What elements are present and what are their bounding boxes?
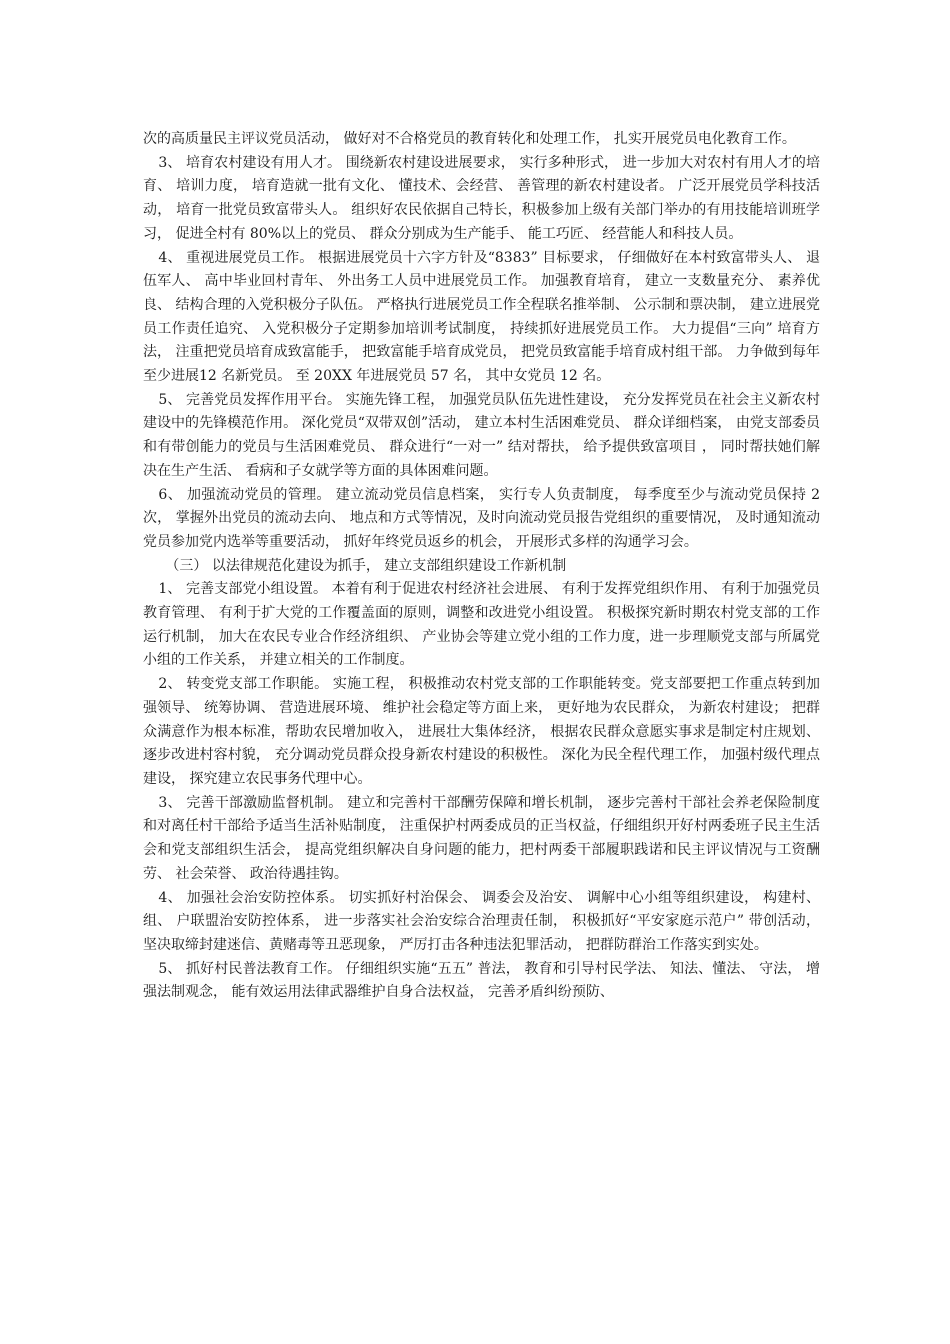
paragraph-item-3b: 3、 完善干部激励监督机制。 建立和完善村干部酬劳保障和增长机制， 逐步完善村干部社会养老保险制度和对离任村干部给予适当生活补贴制度， 注重保护村两委成员的正当权益，仔细组织开好村两委班子民主生活会和党支部组织生活会， 提高党组织解决自身问题的能力，把村两委干部履职践诺和民主评议情况与工资酬劳、 社会荣誉、 政治待遇挂钩。 [143, 794, 820, 882]
section-heading-3: （三） 以法律规范化建设为抓手， 建立支部组织建设工作新机制 [165, 557, 567, 574]
document-body [143, 128, 820, 1005]
paragraph-item-4: 4、 重视进展党员工作。 根据进展党员十六字方针及“8383” 目标要求， 仔细做好在本村致富带头人、 退伍军人、 高中毕业回村青年、 外出务工人员中进展党员工作。 加强教育培育， 建立一支数量充分、 素养优良、 结构合理的入党积极分子队伍。 严格执行进展党员工作全程联名推举制、 公示制和票决制， 建立进展党员工作责任追究、 入党积极分子定期参加培训考试制度， 持续抓好进展党员工作。 大力提倡“三向” 培育方法， 注重把党员培育成致富能手， 把致富能手培育成党员， 把党员致富能手培育成村组干部。 力争做到每年至少进展12 名新党员。 至 20XX 年进展党员 57 名， 其中女党员 12 名。 [143, 249, 820, 385]
paragraph-item-2: 2、 转变党支部工作职能。 实施工程， 积极推动农村党支部的工作职能转变。党支部要把工作重点转到加强领导、 统筹协调、 营造进展环境、 维护社会稳定等方面上来， 更好地为农民群众， 为新农村建设； 把群众满意作为根本标准，帮助农民增加收入， 进展壮大集体经济， 根据农民群众意愿实事求是制定村庄规划、 逐步改进村容村貌， 充分调动党员群众投身新农村建设的积极性。 深化为民全程代理工作， 加强村级代理点建设， 探究建立农民事务代理中心。 [143, 676, 820, 787]
paragraph-item-5: 5、 完善党员发挥作用平台。 实施先锋工程， 加强党员队伍先进性建设， 充分发挥党员在社会主义新农村建设中的先锋模范作用。 深化党员“双带双创”活动， 建立本村生活困难党员、 群众详细档案， 由党支部委员和有带创能力的党员与生活困难党员、 群众进行“一对一” 结对帮扶， 给予提供致富项目 ， 同时帮扶她们解决在生产生活、 看病和子女就学等方面的具体困难问题。 [143, 391, 820, 479]
paragraph-item-3: 3、 培育农村建设有用人才。 围绕新农村建设进展要求， 实行多种形式， 进一步加大对农村有用人才的培育、 培训力度， 培育造就一批有文化、 懂技术、会经营、 善管理的新农村建设者。 广泛开展党员学科技活动， 培育一批党员致富带头人。 组织好农民依据自己特长，积极参加上级有关部门举办的有用技能培训班学习， 促进全村有 80%以上的党员、 群众分别成为生产能手、 能工巧匠、 经营能人和科技人员。 [143, 154, 820, 242]
paragraph-item-1: 1、 完善支部党小组设置。 本着有利于促进农村经济社会进展、 有利于发挥党组织作用、 有利于加强党员教育管理、 有利于扩大党的工作覆盖面的原则，调整和改进党小组设置。 积极探究新时期农村党支部的工作运行机制， 加大在农民专业合作经济组织、 产业协会等建立党小组的工作力度，进一步理顺党支部与所属党小组的工作关系， 并建立相关的工作制度。 [143, 581, 820, 669]
paragraph-item-6: 6、 加强流动党员的管理。 建立流动党员信息档案， 实行专人负责制度， 每季度至少与流动党员保持 2 次， 掌握外出党员的流动去向、 地点和方式等情况，及时向流动党员报告党组织的重要情况， 及时通知流动党员参加党内选举等重要活动， 抓好年终党员返乡的机会， 开展形式多样的沟通学习会。 [143, 486, 820, 550]
paragraph-continuation: 次的高质量民主评议党员活动， 做好对不合格党员的教育转化和处理工作， 扎实开展党员电化教育工作。 [143, 131, 796, 147]
paragraph-item-4b: 4、 加强社会治安防控体系。 切实抓好村治保会、 调委会及治安、 调解中心小组等组织建设， 构建村、 组、 户联盟治安防控体系， 进一步落实社会治安综合治理责任制， 积极抓好“平安家庭示范户” 带创活动， 坚决取缔封建迷信、黄赌毒等丑恶现象， 严厉打击各种违法犯罪活动， 把群防群治工作落实到实处。 [143, 889, 820, 953]
paragraph-item-5b: 5、 抓好村民普法教育工作。 仔细组织实施“五五” 普法， 教育和引导村民学法、 知法、懂法、 守法， 增强法制观念， 能有效运用法律武器维护自身合法权益， 完善矛盾纠纷预防、 [143, 960, 820, 1001]
